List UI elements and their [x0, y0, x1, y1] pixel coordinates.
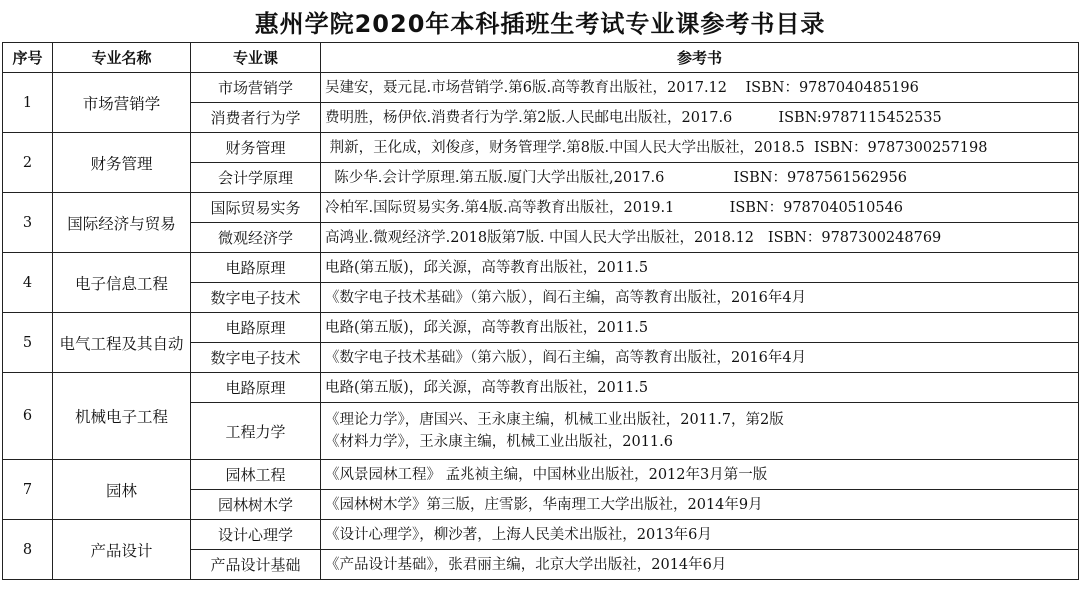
- reference-line: 《产品设计基础》，张君丽主编，北京大学出版社，2014年6月: [325, 556, 727, 573]
- table-row: [3, 73, 1079, 103]
- seq-cell: 8: [3, 520, 53, 580]
- reference-line: 《园林树木学》第三版，庄雪影，华南理工大学出版社，2014年9月: [325, 496, 763, 513]
- reference-book-table: [2, 42, 1079, 580]
- reference-cell: [321, 283, 1079, 313]
- course-cell: 数字电子技术: [191, 283, 321, 313]
- reference-line: 冷柏军.国际贸易实务.第4版.高等教育出版社，2019.1 ISBN：9787040510546: [325, 199, 904, 216]
- course-cell: 产品设计基础: [191, 550, 321, 580]
- major-name-cell: 财务管理: [53, 133, 191, 193]
- reference-line: 陈少华.会计学原理.第五版.厦门大学出版社,2017.6 ISBN：9787561562956: [325, 169, 907, 186]
- reference-cell: [321, 253, 1079, 283]
- seq-cell: 4: [3, 253, 53, 313]
- course-cell: 微观经济学: [191, 223, 321, 253]
- major-name-cell: 产品设计: [53, 520, 191, 580]
- reference-line: 《材料力学》，王永康主编，机械工业出版社，2011.6: [325, 434, 673, 450]
- course-cell: 电路原理: [191, 373, 321, 403]
- course-cell: 设计心理学: [191, 520, 321, 550]
- reference-cell: [321, 520, 1079, 550]
- reference-line: 《设计心理学》，柳沙著，上海人民美术出版社，2013年6月: [325, 526, 712, 543]
- page-title: 惠州学院2020年本科插班生考试专业课参考书目录: [254, 9, 826, 38]
- course-cell: 市场营销学: [191, 73, 321, 103]
- table-header-row: [3, 43, 1079, 73]
- reference-line: 荆新，王化成，刘俊彦，财务管理学.第8版.中国人民大学出版社，2018.5 ISBN：9787300257198: [325, 139, 988, 156]
- course-cell: 电路原理: [191, 253, 321, 283]
- seq-cell: 1: [3, 73, 53, 133]
- table-row: [3, 520, 1079, 550]
- reference-cell: [321, 373, 1079, 403]
- course-cell: 会计学原理: [191, 163, 321, 193]
- reference-line: 《风景园林工程》 孟兆祯主编，中国林业出版社，2012年3月第一版: [325, 466, 768, 483]
- reference-cell: [321, 343, 1079, 373]
- reference-cell: [321, 163, 1079, 193]
- table-row: [3, 133, 1079, 163]
- seq-cell: 3: [3, 193, 53, 253]
- major-name-cell: 园林: [53, 460, 191, 520]
- seq-cell: 5: [3, 313, 53, 373]
- reference-cell: [321, 103, 1079, 133]
- seq-cell: 2: [3, 133, 53, 193]
- table-row: [3, 253, 1079, 283]
- reference-cell: [321, 193, 1079, 223]
- course-cell: 数字电子技术: [191, 343, 321, 373]
- reference-cell: [321, 313, 1079, 343]
- reference-cell: [321, 490, 1079, 520]
- course-cell: 电路原理: [191, 313, 321, 343]
- seq-cell: 7: [3, 460, 53, 520]
- header-course: 专业课: [191, 43, 321, 73]
- reference-line: 《理论力学》，唐国兴、王永康主编，机械工业出版社，2011.7，第2版: [325, 412, 784, 428]
- header-major: 专业名称: [53, 43, 191, 73]
- reference-line: 电路(第五版)，邱关源，高等教育出版社，2011.5: [325, 379, 649, 396]
- reference-cell: [321, 550, 1079, 580]
- table-body: [3, 73, 1079, 580]
- reference-cell: [321, 223, 1079, 253]
- header-seq: 序号: [3, 43, 53, 73]
- seq-cell: 6: [3, 373, 53, 460]
- reference-line: 电路(第五版)，邱关源，高等教育出版社，2011.5: [325, 319, 649, 336]
- course-cell: 消费者行为学: [191, 103, 321, 133]
- table-row: [3, 193, 1079, 223]
- table-row: [3, 373, 1079, 403]
- reference-cell: [321, 460, 1079, 490]
- reference-cell: [321, 403, 1079, 460]
- table-row: [3, 313, 1079, 343]
- major-name-cell: 机械电子工程: [53, 373, 191, 460]
- course-cell: 财务管理: [191, 133, 321, 163]
- table-row: [3, 460, 1079, 490]
- reference-line: 高鸿业.微观经济学.2018版第7版. 中国人民大学出版社，2018.12 ISBN：9787300248769: [325, 229, 942, 246]
- major-name-cell: 电子信息工程: [53, 253, 191, 313]
- course-cell: 国际贸易实务: [191, 193, 321, 223]
- header-reference: 参考书: [321, 43, 1079, 73]
- course-cell: 园林树木学: [191, 490, 321, 520]
- course-cell: 园林工程: [191, 460, 321, 490]
- reference-line: 《数字电子技术基础》（第六版），阎石主编，高等教育出版社，2016年4月: [325, 349, 807, 366]
- reference-cell: [321, 73, 1079, 103]
- major-name-cell: 电气工程及其自动: [53, 313, 191, 373]
- reference-cell: [321, 133, 1079, 163]
- reference-line: 吴建安，聂元昆.市场营销学.第6版.高等教育出版社，2017.12 ISBN：9787040485196: [325, 79, 919, 96]
- reference-line: 《数字电子技术基础》（第六版），阎石主编，高等教育出版社，2016年4月: [325, 289, 807, 306]
- course-cell: 工程力学: [191, 403, 321, 460]
- reference-line: 费明胜，杨伊依.消费者行为学.第2版.人民邮电出版社，2017.6 ISBN:9787115452535: [325, 109, 942, 126]
- major-name-cell: 国际经济与贸易: [53, 193, 191, 253]
- reference-line: 电路(第五版)，邱关源，高等教育出版社，2011.5: [325, 259, 649, 276]
- major-name-cell: 市场营销学: [53, 73, 191, 133]
